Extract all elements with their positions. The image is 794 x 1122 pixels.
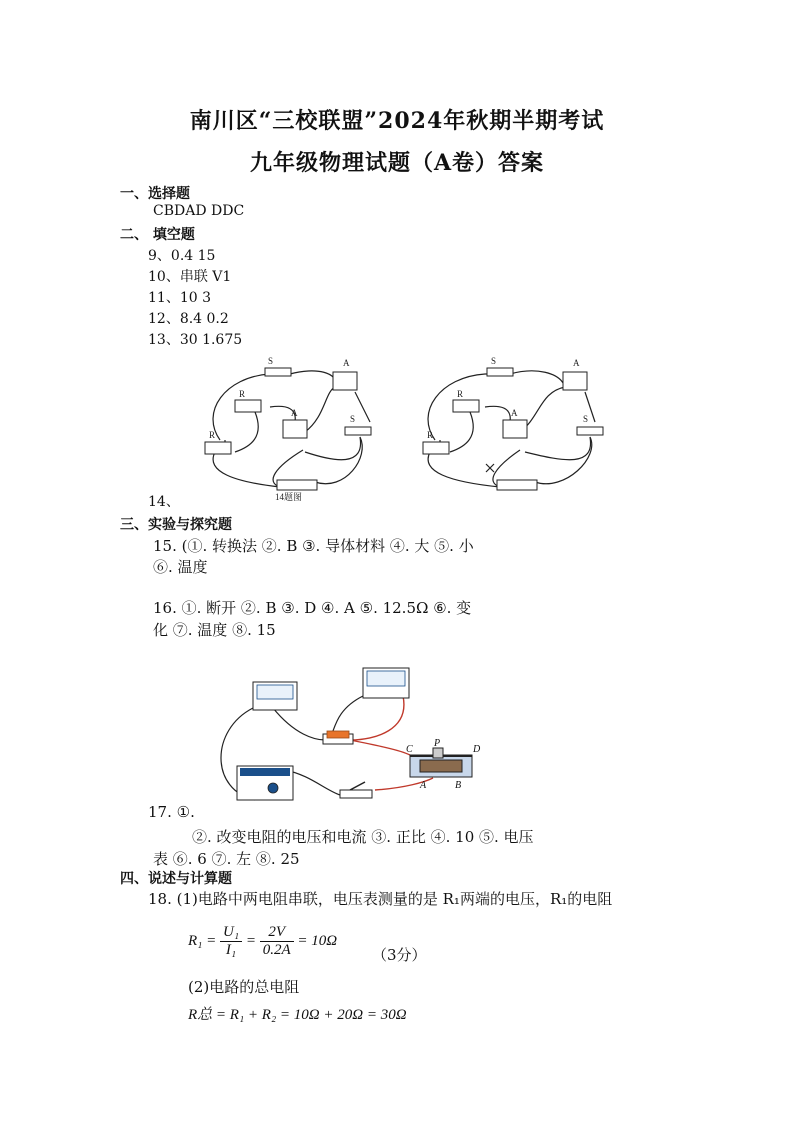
answer-q11: 11、10 3	[148, 290, 211, 306]
label-r1-right: R	[427, 430, 434, 440]
resistor-r1-left	[205, 442, 231, 454]
battery-right	[497, 480, 537, 490]
label-d: D	[473, 744, 481, 755]
rheostat	[410, 748, 472, 777]
equation-total-resistance: R总 = R₁ + R₂ = 10Ω + 20Ω = 30Ω	[188, 1007, 407, 1023]
battery-left	[277, 480, 317, 490]
label-a1-left: A	[343, 358, 350, 368]
ammeter-a1-left	[333, 372, 357, 390]
switch-device	[340, 790, 372, 798]
answer-q18-part2: (2)电路的总电阻	[188, 978, 300, 996]
answer-q9: 9、0.4 15	[148, 248, 216, 264]
answer-q17-line2: 表 ⑥. 6 ⑦. 左 ⑧. 25	[153, 850, 300, 868]
resistor-r2-left	[235, 400, 261, 412]
answer-q17-line0: 17. ①.	[148, 803, 195, 821]
label-r2-left: R	[239, 389, 246, 399]
eq1-result: = 10Ω	[297, 932, 338, 949]
equation-r1: R₁ = $\frac{\text{U₁}}{\text{I₁}}$ = $\frac{2V}{0.2A}$ = 10Ω	[188, 924, 338, 958]
label-a1-right: A	[573, 358, 580, 368]
left-components	[205, 368, 371, 490]
label-s2-left: S	[268, 356, 274, 366]
label-a: A	[420, 780, 427, 791]
figure-caption: 14题图	[275, 492, 303, 502]
label-p: P	[434, 738, 441, 749]
page-subtitle: 九年级物理试题（A卷）答案	[249, 150, 545, 176]
label-s1-right: S	[583, 414, 589, 424]
switch-s2-left	[265, 368, 291, 376]
eq1-den2: 0.2A	[262, 942, 291, 958]
switch-s1-right	[577, 427, 603, 435]
switch-s2-right	[487, 368, 513, 376]
label-c: C	[406, 744, 413, 755]
section-heading-experiment: 三、实验与探究题	[120, 517, 232, 533]
eq1-fraction-1	[220, 924, 242, 959]
answer-q15-line2: ⑥. 温度	[153, 558, 208, 576]
section-heading-choice: 一、选择题	[120, 186, 190, 202]
resistor-r1-right	[423, 442, 449, 454]
answer-q10: 10、串联 V1	[148, 269, 232, 285]
answer-q14: 14、	[148, 494, 180, 510]
answer-q17-line1: ②. 改变电阻的电压和电流 ③. 正比 ④. 10 ⑤. 电压	[192, 828, 534, 846]
answer-q16-line2: 化 ⑦. 温度 ⑧. 15	[153, 621, 276, 639]
section-heading-fill: 二、 填空题	[120, 227, 195, 243]
score-note: （3分）	[372, 946, 427, 964]
eq1-num2: 2V	[260, 924, 294, 942]
eq1-den1: I₁	[225, 942, 237, 958]
q14-circuit-diagrams	[195, 352, 615, 502]
switch-s1-left	[345, 427, 371, 435]
resistor-body	[327, 731, 349, 738]
eq1-lhs: R₁ =	[188, 932, 217, 949]
label-s1-left: S	[350, 414, 356, 424]
answer-q15-line1: 15. (①. 转换法 ②. B ③. 导体材料 ④. 大 ⑤. 小	[153, 537, 474, 555]
label-a2-right: A	[511, 408, 518, 418]
eq1-num1: U₁	[220, 924, 242, 942]
q17-experiment-figure	[215, 660, 495, 810]
ammeter-a2-right	[503, 420, 527, 438]
answer-q13: 13、30 1.675	[148, 332, 243, 348]
label-r1-left: R	[209, 430, 216, 440]
eq1-fraction-2	[260, 924, 294, 959]
ammeter-a1-right	[563, 372, 587, 390]
resistor-r2-right	[453, 400, 479, 412]
answer-q18-part1: 18. (1)电路中两电阻串联，电压表测量的是 R₁两端的电压，R₁的电阻	[148, 890, 613, 908]
page-title: 南川区“三校联盟”2024年秋期半期考试	[189, 108, 605, 134]
answer-q16-line1: 16. ①. 断开 ②. B ③. D ④. A ⑤. 12.5Ω ⑥. 变	[153, 599, 472, 617]
answer-q12: 12、8.4 0.2	[148, 311, 229, 327]
choice-answers: CBDAD DDC	[153, 203, 245, 219]
ammeter-a2-left	[283, 420, 307, 438]
label-s2-right: S	[491, 356, 497, 366]
section-heading-calc: 四、说述与计算题	[120, 871, 232, 887]
label-r2-right: R	[457, 389, 464, 399]
label-b: B	[455, 780, 462, 791]
label-a2-left: A	[291, 408, 298, 418]
